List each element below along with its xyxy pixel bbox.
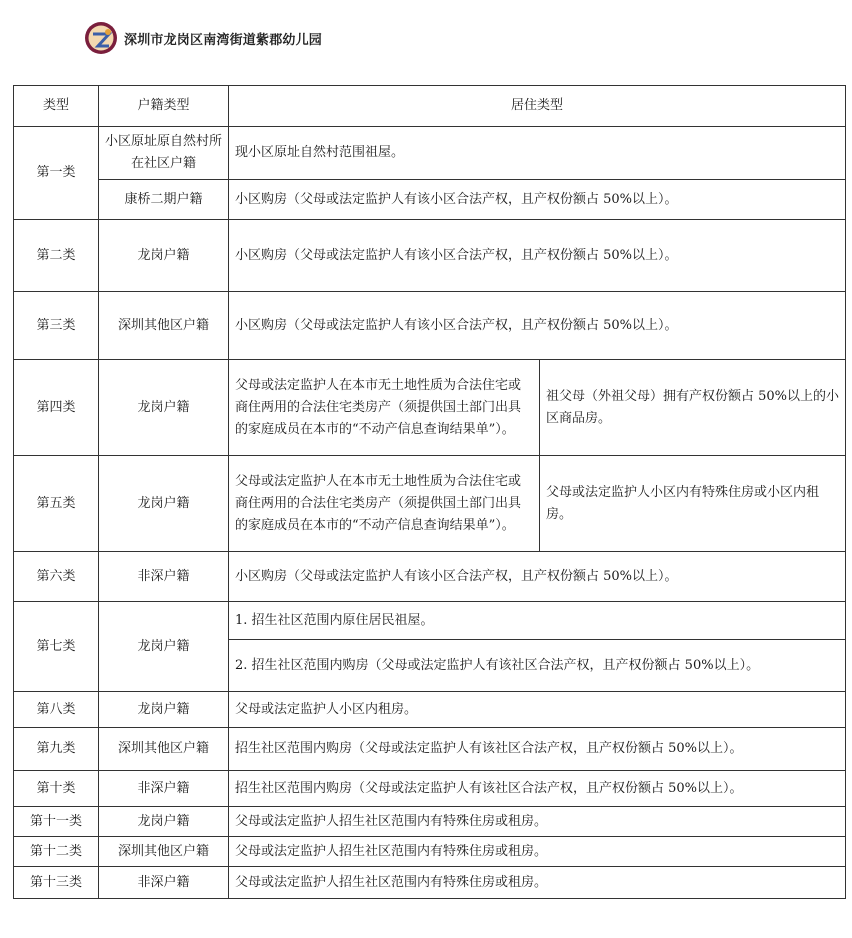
hukou-cell: 深圳其他区户籍 bbox=[99, 837, 229, 867]
table-row bbox=[14, 127, 846, 180]
category-cell: 第十二类 bbox=[14, 837, 99, 867]
header-category: 类型 bbox=[14, 86, 99, 127]
table-row bbox=[14, 292, 846, 360]
table-row bbox=[14, 692, 846, 728]
hukou-cell: 深圳其他区户籍 bbox=[99, 728, 229, 771]
table-row bbox=[14, 456, 846, 552]
table-row bbox=[14, 807, 846, 837]
table-row bbox=[14, 602, 846, 640]
residence-cell-alternative: 祖父母（外祖父母）拥有产权份额占 50%以上的小区商品房。 bbox=[540, 360, 846, 456]
hukou-cell: 非深户籍 bbox=[99, 552, 229, 602]
hukou-cell: 龙岗户籍 bbox=[99, 807, 229, 837]
hukou-cell: 龙岗户籍 bbox=[99, 220, 229, 292]
hukou-cell: 非深户籍 bbox=[99, 771, 229, 807]
residence-cell: 父母或法定监护人招生社区范围内有特殊住房或租房。 bbox=[229, 807, 846, 837]
residence-cell: 1. 招生社区范围内原住居民祖屋。 bbox=[229, 602, 846, 640]
table-row bbox=[14, 552, 846, 602]
hukou-cell: 龙岗户籍 bbox=[99, 692, 229, 728]
category-cell: 第一类 bbox=[14, 127, 99, 220]
category-cell: 第十一类 bbox=[14, 807, 99, 837]
category-cell: 第四类 bbox=[14, 360, 99, 456]
category-cell: 第三类 bbox=[14, 292, 99, 360]
school-name: 深圳市龙岗区南湾街道紫郡幼儿园 bbox=[124, 32, 323, 48]
admission-category-table bbox=[13, 85, 846, 899]
document-header bbox=[84, 20, 322, 56]
table-row bbox=[14, 867, 846, 899]
category-cell: 第七类 bbox=[14, 602, 99, 692]
category-cell: 第六类 bbox=[14, 552, 99, 602]
category-cell: 第九类 bbox=[14, 728, 99, 771]
category-cell: 第十三类 bbox=[14, 867, 99, 899]
hukou-cell: 非深户籍 bbox=[99, 867, 229, 899]
residence-cell: 小区购房（父母或法定监护人有该小区合法产权，且产权份额占 50%以上）。 bbox=[229, 292, 846, 360]
residence-cell: 2. 招生社区范围内购房（父母或法定监护人有该社区合法产权，且产权份额占 50%以上）。 bbox=[229, 640, 846, 692]
kindergarten-logo bbox=[84, 21, 118, 55]
residence-cell: 父母或法定监护人招生社区范围内有特殊住房或租房。 bbox=[229, 867, 846, 899]
table-row bbox=[14, 837, 846, 867]
table-row bbox=[14, 771, 846, 807]
hukou-cell: 深圳其他区户籍 bbox=[99, 292, 229, 360]
table-row bbox=[14, 180, 846, 220]
residence-cell-alternative: 父母或法定监护人小区内有特殊住房或小区内租房。 bbox=[540, 456, 846, 552]
residence-cell: 现小区原址自然村范围祖屋。 bbox=[229, 127, 846, 180]
residence-cell: 招生社区范围内购房（父母或法定监护人有该社区合法产权，且产权份额占 50%以上）。 bbox=[229, 771, 846, 807]
category-cell: 第八类 bbox=[14, 692, 99, 728]
category-cell: 第二类 bbox=[14, 220, 99, 292]
hukou-cell: 康桥二期户籍 bbox=[99, 180, 229, 220]
category-cell: 第五类 bbox=[14, 456, 99, 552]
residence-cell: 招生社区范围内购房（父母或法定监护人有该社区合法产权，且产权份额占 50%以上）。 bbox=[229, 728, 846, 771]
residence-cell: 父母或法定监护人招生社区范围内有特殊住房或租房。 bbox=[229, 837, 846, 867]
residence-cell: 父母或法定监护人小区内租房。 bbox=[229, 692, 846, 728]
hukou-cell: 龙岗户籍 bbox=[99, 456, 229, 552]
table-row bbox=[14, 220, 846, 292]
header-residence-type: 居住类型 bbox=[229, 86, 846, 127]
residence-cell: 小区购房（父母或法定监护人有该小区合法产权，且产权份额占 50%以上）。 bbox=[229, 180, 846, 220]
residence-cell: 小区购房（父母或法定监护人有该小区合法产权，且产权份额占 50%以上）。 bbox=[229, 220, 846, 292]
residence-cell: 小区购房（父母或法定监护人有该小区合法产权，且产权份额占 50%以上）。 bbox=[229, 552, 846, 602]
header-hukou-type: 户籍类型 bbox=[99, 86, 229, 127]
table-header-row bbox=[14, 86, 846, 127]
hukou-cell: 龙岗户籍 bbox=[99, 360, 229, 456]
table-row bbox=[14, 360, 846, 456]
hukou-cell: 龙岗户籍 bbox=[99, 602, 229, 692]
residence-cell-condition: 父母或法定监护人在本市无土地性质为合法住宅或商住两用的合法住宅类房产（须提供国土部门出具的家庭成员在本市的“不动产信息查询结果单”）。 bbox=[229, 456, 540, 552]
table-row bbox=[14, 728, 846, 771]
residence-cell-condition: 父母或法定监护人在本市无土地性质为合法住宅或商住两用的合法住宅类房产（须提供国土部门出具的家庭成员在本市的“不动产信息查询结果单”）。 bbox=[229, 360, 540, 456]
category-cell: 第十类 bbox=[14, 771, 99, 807]
hukou-cell: 小区原址原自然村所在社区户籍 bbox=[99, 127, 229, 180]
